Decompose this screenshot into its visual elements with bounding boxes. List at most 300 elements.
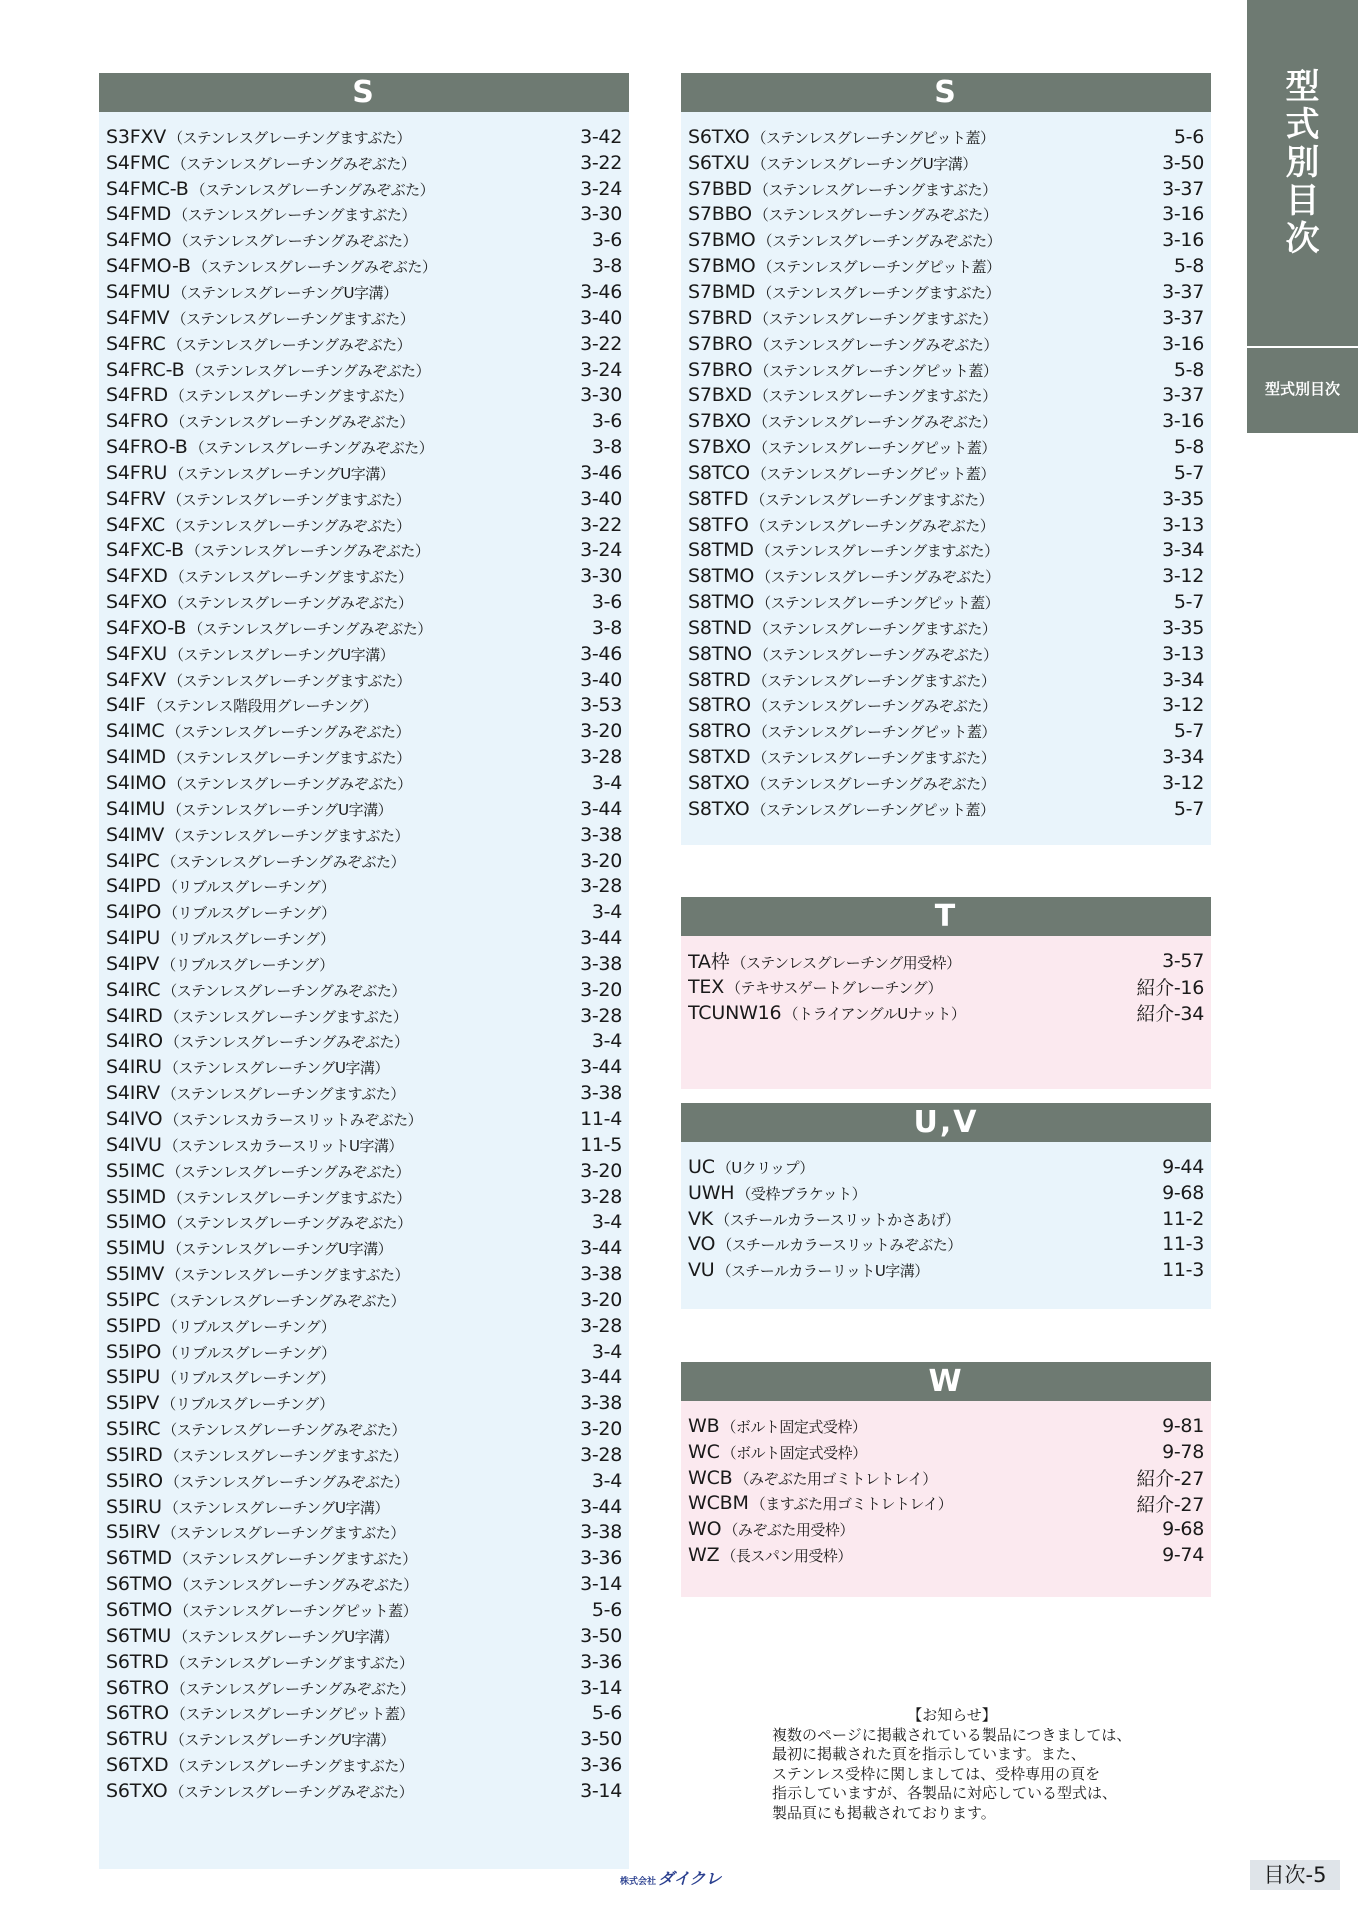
index-row[interactable] [681,1413,1211,1439]
model-description: （ボルト固定式受枠） [721,1417,867,1436]
index-row[interactable] [99,1726,629,1752]
model-code: S6TXO [106,1779,168,1802]
index-row-left [688,539,999,561]
index-row[interactable] [681,718,1211,744]
page-reference: 9-44 [1162,1155,1204,1178]
index-row[interactable] [681,305,1211,331]
index-row[interactable] [99,1597,629,1623]
page-reference: 3-28 [580,1004,622,1027]
model-description: （スチールカラースリットみぞぶた） [717,1236,962,1255]
index-row-left [688,1002,965,1024]
index-row[interactable] [681,357,1211,383]
index-row[interactable] [99,279,629,305]
model-code: S8TFO [688,513,749,536]
model-description: （ステンレスグレーチングU字溝） [751,154,977,173]
logo-prefix: 株式会社 [620,1877,657,1887]
section-header: S [99,73,629,112]
page-reference: 5-8 [1173,436,1204,459]
index-row-left [106,694,377,716]
index-row[interactable] [99,848,629,874]
index-row[interactable] [681,1232,1211,1258]
notice-box [772,1706,1132,1823]
model-code: S5IMV [106,1263,165,1286]
index-row[interactable] [99,1416,629,1442]
model-code: S4FXD [106,565,168,588]
index-row[interactable] [99,253,629,279]
index-row[interactable] [681,770,1211,796]
model-code: S4IVO [106,1107,163,1130]
page-reference: 3-22 [580,332,622,355]
index-row[interactable] [99,718,629,744]
index-row[interactable] [99,822,629,848]
index-row-left [106,1625,398,1647]
index-row[interactable] [681,1000,1211,1026]
index-row[interactable] [99,331,629,357]
model-code: S8TRD [688,668,751,691]
model-description: （ステンレスグレーチングますぶた） [752,749,996,768]
model-code: S4FRC-B [106,358,185,381]
model-code: VK [688,1207,714,1230]
index-row[interactable] [99,1365,629,1391]
index-row[interactable] [99,227,629,253]
index-row[interactable] [681,382,1211,408]
page-reference: 3-50 [1162,151,1204,174]
model-code: S4IPU [106,927,161,950]
model-code: S6TRO [106,1702,169,1725]
page-reference: 3-44 [580,1366,622,1389]
page-reference: 9-74 [1162,1544,1204,1567]
index-row[interactable] [681,1206,1211,1232]
model-code: S4IRO [106,1030,163,1053]
page-reference: 5-8 [1173,255,1204,278]
model-code: S8TFD [688,487,749,510]
index-row[interactable] [99,1752,629,1778]
index-row-left [106,798,392,820]
index-row[interactable] [681,693,1211,719]
page-reference: 3-24 [580,177,622,200]
model-code: S7BRD [688,306,753,329]
index-row[interactable] [99,176,629,202]
index-row[interactable] [681,1465,1211,1491]
model-code: S4FRC [106,332,166,355]
model-description: （ステンレスグレーチングますぶた） [167,490,411,509]
section-body [681,1142,1211,1309]
index-row[interactable] [99,486,629,512]
index-row-left [106,1289,405,1311]
model-description: （ステンレスグレーチングますぶた） [755,542,999,561]
model-code: S6TRU [106,1728,168,1751]
index-row[interactable] [99,538,629,564]
model-description: （ステンレスグレーチングみぞぶた） [186,361,430,380]
page-reference: 5-8 [1173,358,1204,381]
index-row[interactable] [99,408,629,434]
index-row[interactable] [99,1649,629,1675]
page-reference: 3-36 [580,1650,622,1673]
model-code: S4IMD [106,746,166,769]
index-row[interactable] [681,279,1211,305]
index-row[interactable] [99,770,629,796]
index-row-left [106,1186,411,1208]
index-row[interactable] [99,1054,629,1080]
index-row[interactable] [681,1542,1211,1568]
model-code: WZ [688,1544,720,1567]
model-description: （ステンレスグレーチングみぞぶた） [756,568,1000,587]
page-reference: 3-44 [580,1495,622,1518]
model-code: S8TRO [688,694,751,717]
model-description: （ボルト固定式受枠） [721,1443,867,1462]
index-row[interactable] [681,408,1211,434]
index-row-left [106,617,432,639]
index-row[interactable] [681,227,1211,253]
model-description: （ステンレスカラースリットU字溝） [163,1136,403,1155]
model-description: （ステンレスグレーチングピット蓋） [754,361,998,380]
page-reference: 3-28 [580,875,622,898]
index-row[interactable] [681,512,1211,538]
page-reference: 紹介-34 [1136,1003,1204,1026]
index-row[interactable] [681,202,1211,228]
section-s-right [681,73,1211,845]
model-description: （ステンレスグレーチングますぶた） [167,749,411,768]
model-description: （ステンレスグレーチングピット蓋） [170,1705,414,1724]
notice-line: 複数のページに掲載されている製品につきましては、 [772,1725,1132,1744]
model-code: S4FMV [106,306,170,329]
model-description: （ステンレスグレーチングみぞぶた） [173,232,418,251]
model-code: WB [688,1414,720,1437]
model-code: S4FRD [106,384,168,407]
index-row[interactable] [99,1287,629,1313]
index-row-left [688,307,997,329]
index-row[interactable] [99,615,629,641]
model-description: （ステンレスグレーチング用受枠） [731,954,961,973]
index-row[interactable] [681,124,1211,150]
index-row[interactable] [99,1675,629,1701]
index-row[interactable] [681,434,1211,460]
model-description: （ステンレスグレーチングピット蓋） [752,723,996,742]
index-row[interactable] [99,1184,629,1210]
model-description: （Uクリップ） [716,1158,814,1177]
index-row[interactable] [99,693,629,719]
page-reference: 3-16 [1162,332,1204,355]
model-code: S8TXO [688,797,750,820]
index-row[interactable] [99,1158,629,1184]
index-row[interactable] [99,1520,629,1546]
model-code: S8TND [688,616,752,639]
model-description: （ステンレスグレーチングみぞぶた） [174,1576,418,1595]
page-reference: 3-36 [580,1547,622,1570]
model-description: （ステンレスグレーチングみぞぶた） [162,981,406,1000]
model-description: （ステンレスグレーチングみぞぶた） [161,852,406,871]
index-row[interactable] [681,1154,1211,1180]
index-row[interactable] [99,1390,629,1416]
index-row-left [688,643,998,665]
index-row-left [688,1518,854,1540]
model-description: （ステンレスグレーチングみぞぶた） [171,154,416,173]
index-row[interactable] [681,796,1211,822]
page-reference: 紹介-27 [1136,1493,1204,1516]
index-row[interactable] [681,176,1211,202]
model-description: （ステンレスグレーチングますぶた） [161,1085,405,1104]
index-row[interactable] [99,460,629,486]
index-row[interactable] [99,977,629,1003]
index-row[interactable] [99,925,629,951]
index-row[interactable] [99,1571,629,1597]
model-description: （受枠ブラケット） [736,1184,867,1203]
index-row[interactable] [99,434,629,460]
model-code: WCB [688,1466,733,1489]
index-row-left [106,875,335,897]
index-row[interactable] [681,1439,1211,1465]
index-row[interactable] [681,615,1211,641]
index-row[interactable] [681,744,1211,770]
model-code: S3FXV [106,125,167,148]
model-code: TA枠 [688,951,730,974]
index-row[interactable] [99,124,629,150]
index-row-left [106,178,434,200]
model-description: （リブルスグレーチング） [162,930,335,949]
index-row[interactable] [681,1491,1211,1517]
index-row[interactable] [99,1080,629,1106]
page-reference: 3-4 [591,901,622,924]
model-description: （ステンレスグレーチングピット蓋） [751,464,995,483]
page-reference: 11-4 [580,1107,622,1130]
index-row[interactable] [99,744,629,770]
index-row[interactable] [99,1132,629,1158]
index-row[interactable] [99,563,629,589]
index-row[interactable] [99,1494,629,1520]
index-row-left [106,152,415,174]
page-reference: 紹介-27 [1136,1468,1204,1491]
model-code: S7BXO [688,436,751,459]
page-reference: 3-37 [1162,306,1204,329]
index-row[interactable] [99,1029,629,1055]
model-description: （ステンレスグレーチングU字溝） [172,283,398,302]
index-row-left [106,281,397,303]
index-row-left [106,1470,409,1492]
index-row[interactable] [681,589,1211,615]
model-code: S7BXD [688,384,752,407]
index-row-left [106,772,412,794]
index-row-left [106,307,414,329]
model-code: S5IMC [106,1159,165,1182]
page-reference: 5-6 [591,1702,622,1725]
index-row-left [688,514,994,536]
model-description: （ステンレスグレーチングみぞぶた） [161,1291,406,1310]
index-row-left [688,229,1001,251]
model-code: S5IPC [106,1288,160,1311]
model-code: S8TXD [688,746,751,769]
index-row[interactable] [99,1339,629,1365]
model-description: （ステンレスグレーチングますぶた） [168,128,411,147]
section-uv [681,1103,1211,1309]
model-code: S4IRD [106,1004,163,1027]
model-description: （ステンレスグレーチングU字溝） [169,1731,395,1750]
index-row-left [688,694,997,716]
model-code: S8TMO [688,565,755,588]
model-description: （ステンレスグレーチングみぞぶた） [164,1033,409,1052]
index-row[interactable] [99,899,629,925]
index-row-left [106,255,436,277]
index-row[interactable] [681,253,1211,279]
section-header: S [681,73,1211,112]
model-description: （リブルスグレーチング） [163,1343,336,1362]
model-description: （ステンレスグレーチングみぞぶた） [168,594,413,613]
page-reference: 3-16 [1162,203,1204,226]
model-code: S7BBO [688,203,752,226]
index-row-left [106,824,409,846]
model-description: （ステンレスグレーチングみぞぶた） [188,619,432,638]
model-code: VU [688,1259,715,1282]
index-row-left [106,1315,335,1337]
index-row[interactable] [99,150,629,176]
page-reference: 3-38 [580,952,622,975]
model-code: S4FRO [106,410,169,433]
index-row[interactable] [99,1700,629,1726]
model-code: S8TMD [688,539,754,562]
model-code: S4FRO-B [106,436,188,459]
index-row-left [106,1160,410,1182]
index-row[interactable] [681,331,1211,357]
index-row-left [106,1366,334,1388]
index-row[interactable] [99,1003,629,1029]
model-code: S7BMD [688,280,756,303]
model-code: S6TXD [106,1754,169,1777]
model-description: （ステンレス階段用グレーチング） [147,697,378,716]
index-row[interactable] [681,641,1211,667]
model-code: VO [688,1233,716,1256]
index-row[interactable] [99,357,629,383]
index-row[interactable] [99,1313,629,1339]
index-row[interactable] [681,1257,1211,1283]
model-code: S4IRV [106,1082,160,1105]
index-row[interactable] [99,382,629,408]
index-row[interactable] [681,1180,1211,1206]
index-row-left [106,565,413,587]
model-description: （テキサスゲートグレーチング） [726,978,943,997]
model-code: S4FXC-B [106,539,184,562]
index-row-left [106,203,416,225]
index-row[interactable] [681,948,1211,974]
index-row[interactable] [99,512,629,538]
page-reference: 3-4 [591,1340,622,1363]
model-code: S4FMU [106,280,171,303]
model-code: S7BXO [688,410,751,433]
index-row-left [688,203,997,225]
page-reference: 3-40 [580,668,622,691]
model-code: S8TNO [688,642,752,665]
index-row-left [106,643,394,665]
page-reference: 3-16 [1162,410,1204,433]
page-reference: 3-37 [1162,384,1204,407]
index-row-left [688,947,961,974]
model-description: （ステンレスグレーチングU字溝） [167,1240,393,1259]
index-row[interactable] [99,641,629,667]
side-tab-subtitle: 型式別目次 [1264,380,1340,398]
section-header: U,V [681,1103,1211,1142]
page-reference: 11-2 [1162,1207,1204,1230]
model-description: （ステンレスグレーチングますぶた） [169,568,413,587]
model-code: S6TMU [106,1624,172,1647]
page-reference: 3-46 [580,280,622,303]
index-row[interactable] [99,873,629,899]
model-description: （ステンレスグレーチングみぞぶた） [169,1782,414,1801]
page-reference: 紹介-16 [1136,977,1204,1000]
index-row[interactable] [99,667,629,693]
index-row[interactable] [681,974,1211,1000]
index-row[interactable] [99,589,629,615]
model-description: （ステンレスグレーチングますぶた） [753,180,997,199]
model-description: （ステンレスグレーチングピット蓋） [756,594,1000,613]
index-row[interactable] [99,1778,629,1804]
model-code: S7BRO [688,358,753,381]
index-row[interactable] [681,538,1211,564]
index-row-left [688,591,999,613]
page-reference: 3-20 [580,978,622,1001]
index-row[interactable] [99,1209,629,1235]
index-row[interactable] [681,486,1211,512]
model-code: S4IPD [106,875,161,898]
model-description: （ステンレスグレーチングみぞぶた） [190,180,435,199]
index-row[interactable] [99,202,629,228]
model-description: （ステンレスグレーチングますぶた） [164,1446,408,1465]
model-code: S4FXU [106,642,168,665]
index-row-left [106,333,411,355]
model-code: S4FXO-B [106,616,187,639]
side-index-tab[interactable] [1247,0,1358,433]
index-row[interactable] [681,563,1211,589]
index-row[interactable] [99,1468,629,1494]
model-description: （ステンレスグレーチングみぞぶた） [166,1162,410,1181]
index-row[interactable] [99,796,629,822]
index-row[interactable] [681,667,1211,693]
index-row[interactable] [99,305,629,331]
model-description: （ステンレスグレーチングみぞぶた） [167,335,412,354]
side-tab-title-char: 別 [1285,143,1320,183]
index-row-left [106,539,429,561]
index-row[interactable] [99,1235,629,1261]
index-row[interactable] [681,1516,1211,1542]
model-code: S4FRV [106,487,166,510]
index-row-left [106,1134,403,1156]
model-code: S4FXV [106,668,167,691]
model-description: （ステンレスグレーチングピット蓋） [751,800,995,819]
model-code: S7BMO [688,255,756,278]
index-row-left [106,1702,414,1724]
model-code: S4IPC [106,849,160,872]
index-row-left [106,953,334,975]
index-row[interactable] [99,951,629,977]
model-code: S6TMD [106,1547,172,1570]
index-row-left [688,488,993,510]
index-row[interactable] [99,1623,629,1649]
index-row-left [106,1341,336,1363]
index-row[interactable] [681,460,1211,486]
model-description: （ステンレスグレーチングみぞぶた） [192,258,437,277]
index-row-left [106,1496,389,1518]
index-row[interactable] [99,1545,629,1571]
model-code: WC [688,1440,720,1463]
index-row[interactable] [99,1106,629,1132]
index-row[interactable] [99,1261,629,1287]
index-row[interactable] [99,1442,629,1468]
page-reference: 3-38 [580,1082,622,1105]
index-row-left [688,720,996,742]
notice-line: 指示していますが、各製品に対応している型式は、 [772,1784,1118,1802]
page-reference: 3-38 [580,1263,622,1286]
model-code: S4IMU [106,797,166,820]
index-row-left [688,617,996,639]
index-row[interactable] [681,150,1211,176]
page-reference: 3-28 [580,1185,622,1208]
